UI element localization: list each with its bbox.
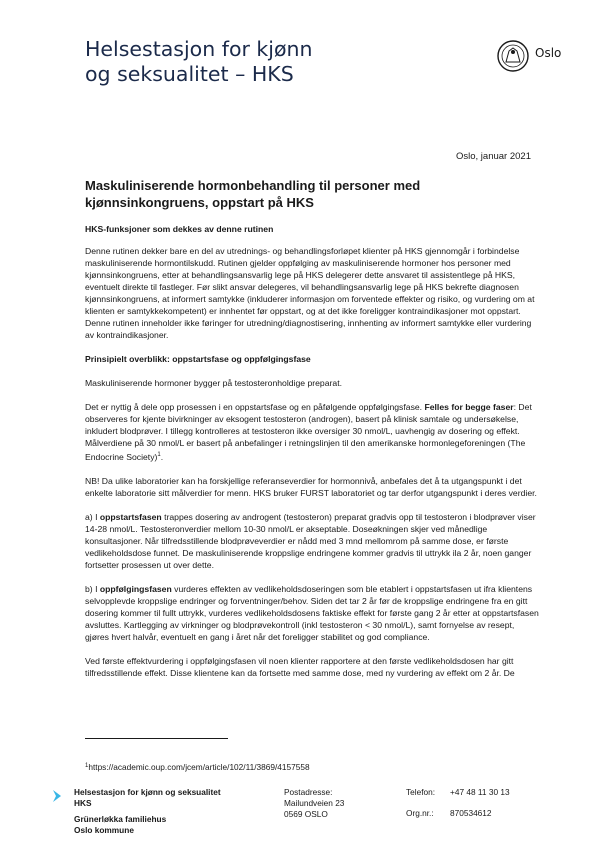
logo-text: Oslo	[535, 46, 562, 60]
footer-orgnr-value: 870534612	[450, 808, 492, 818]
footer-address-label: Postadresse:	[284, 787, 333, 797]
footer-address-city: 0569 OSLO	[284, 809, 328, 819]
header-org-line1: Helsestasjon for kjønn	[85, 37, 313, 61]
overview-paragraph-1: Maskuliniserende hormoner bygger på testosteronholdige preparat.	[85, 378, 342, 388]
phase-a-prefix: a) I	[85, 511, 100, 522]
footer-orgnr-row	[406, 808, 510, 819]
oslo-logo	[497, 36, 567, 76]
overview-p2-text-a: Det er nyttig å dele opp prosessen i en oppstartsfase og en påfølgende oppfølgingsfase.	[85, 402, 425, 412]
footnote-reference[interactable]: 1	[157, 452, 161, 458]
footer-phone-value[interactable]: +47 48 11 30 13	[450, 787, 510, 797]
document-title: Maskuliniserende hormonbehandling til personer med kjønnsinkongruens, oppstart på HKS	[85, 178, 421, 210]
footer-organization	[74, 787, 221, 809]
oslo-seal-icon	[497, 36, 531, 76]
last-paragraph: Ved første effektvurdering i oppfølgingsfasen vil noen klienter rapportere at den første vedlikeholdsdosen har gitt tilfredsstillende effekt. Disse klientene kan da fortsette med samme dose, med ny vurdering av effekt om 2 år. De	[85, 655, 515, 678]
footer-org-line4: Oslo kommune	[74, 825, 134, 835]
phase-a-paragraph	[85, 511, 540, 571]
overview-heading: Prinsipielt overblikk: oppstartsfase og oppfølgingsfase	[85, 354, 311, 364]
footer-arrow-icon	[51, 789, 63, 803]
footer-phone-row	[406, 787, 510, 798]
footer-organization-unit	[74, 814, 166, 836]
footnote	[85, 762, 310, 772]
footer-org-line2: HKS	[74, 798, 92, 808]
footer-address	[284, 787, 344, 820]
document-date: Oslo, januar 2021	[456, 151, 531, 162]
footer-org-line1: Helsestasjon for kjønn og seksualitet	[74, 787, 221, 797]
phase-a-bold: oppstartsfasen	[99, 511, 162, 522]
footer-orgnr-label: Org.nr.:	[406, 808, 434, 818]
footer-contact	[406, 787, 510, 819]
functions-paragraph: Denne rutinen dekker bare en del av utrednings- og behandlingsforløpet klienter på HKS gjennomgår i forbindelse maskuliniserende hormontilskudd. Rutinen gjelder oppfølging av maskuliniserende hormoner hos personer med kjønnsinkongruens, etter at behandlingsansvarlig lege på HKS delegerer dette ansvaret til assistentlege på HKS, eventuelt direkte til fastleger. Før slikt ansvar delegeres, vil behandlingsansvarlig lege på HKS bekrefte diagnosen kjønnsinkongruens, at informert samtykke (inkluderer informasjon om forventede effekter og risiko, og vurdering om at klienten er samtykkekompetent) er innhentet før oppstart, og at det ikke foreligger kontraindikasjoner mot oppstart. Denne rutinen inneholder ikke føringer for utredning/diagnostisering, innhenting av informert samtykke eller vurdering av kontraindikasjoner.	[85, 246, 535, 340]
document-header	[85, 37, 313, 87]
footer-phone-label: Telefon:	[406, 787, 436, 797]
overview-p2-text-b: : Det observeres for kjente bivirkninger av eksogent testosteron (androgen), basert på klinisk samtale og undersøkelse, inkludert blodprøver. I tillegg kontrolleres at testosteron ikke oversiger 30 nmol/L, uavhengig av dosering og effekt. Målverdiene på 30 nmol/L er basert på anbefalinger i retningslinjen til den amerikanske hormonlegeforeningen (The Endocrine Society)	[85, 402, 532, 462]
footnote-marker: 1	[85, 763, 89, 769]
header-org-line2: og seksualitet – HKS	[85, 62, 294, 86]
footer-org-line3: Grünerløkka familiehus	[74, 814, 167, 824]
phase-a-body: trappes dosering av androgent (testosteron) preparat gradvis opp til testosteron i blodprøver viser 14-28 nmol/L. Testosteronverdier mellom 10-30 nmol/L er akseptable. Doseøkningen skjer ved månedlige konsultasjoner. Når tilfredsstillende blodprøveverdier er nådd med 3 mnd mellomrom på samme dose, er første vedlikeholdsdose funnet. De maskuliniserende kroppslige endringene kommer gradvis til uttrykk ila 2 år, noen ganger fortsetter prosessen ut over dette.	[85, 511, 536, 570]
overview-p2-end: .	[160, 451, 164, 462]
phase-b-paragraph	[85, 583, 540, 643]
functions-heading: HKS-funksjoner som dekkes av denne rutinen	[85, 224, 274, 234]
footer-address-street: Mailundveien 23	[284, 798, 345, 808]
overview-paragraph-2	[85, 401, 540, 463]
phase-b-bold: oppfølgingsfasen	[99, 583, 172, 594]
footnote-divider	[85, 738, 228, 739]
phase-b-prefix: b) I	[85, 583, 100, 594]
footnote-link[interactable]: https://academic.oup.com/jcem/article/102/11/3869/4157558	[88, 762, 310, 772]
phase-b-body: vurderes effekten av vedlikeholdsdoseringen som ble etablert i oppstartsfasen ut ifra klientens selvopplevde kroppslige endringer og forventninger/behov. Siden det tar 2 år før de kroppslige endringene fra en gitt dosering kommer til fullt uttrykk, vurderes vedlikeholdsdosens faktiske effekt for første gang 2 år etter at oppstartsfasen avsluttes. Kartlegging av virkninger og blodprøvekontroll (inkl testosteron < 30 nmol/L), samt fornyelse av resept, gjøres hvert halvår, eventuelt en gang i året når det foreligger stabilitet og god compliance.	[85, 583, 539, 642]
overview-p2-bold: Felles for begge faser	[424, 402, 514, 412]
nb-paragraph: NB! Da ulike laboratorier kan ha forskjellige referanseverdier for hormonnivå, anbefales det å ta utgangspunkt i det enkelte laboratorie sitt målverdier for menn. HKS bruker FURST laboratoriet og tar derfor utgangspunkt i deres verdier.	[85, 475, 537, 498]
document-body	[85, 223, 540, 679]
